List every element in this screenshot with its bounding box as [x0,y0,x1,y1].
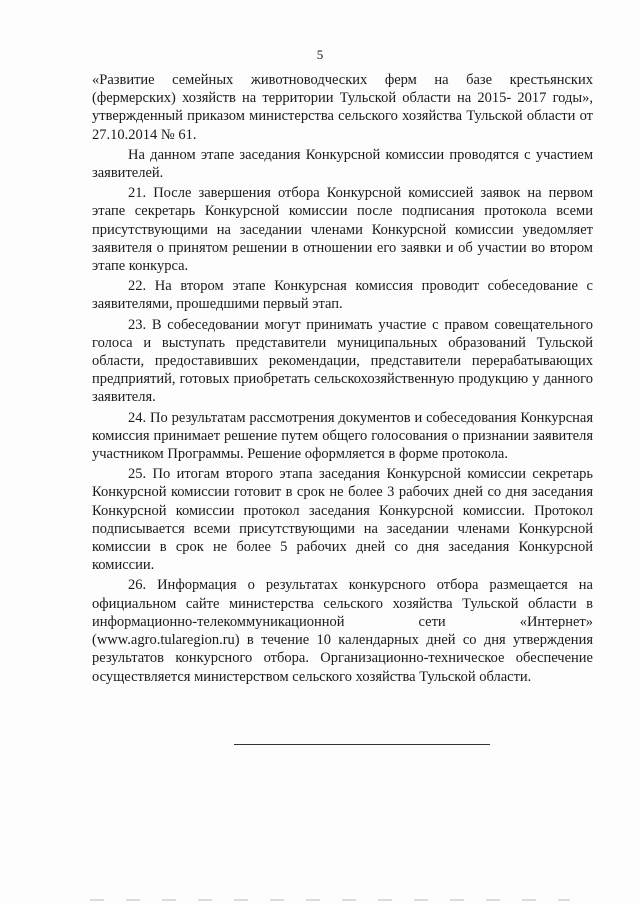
paragraph-program-title: «Развитие семейных животноводческих ферм на базе крестьянских (фермерских) хозяйств на территории Тульской области на 2015- 2017 годы», утвержденный приказом министерства сельского хозяйства Тульской области от 27.10.2014 № 61. [92,72,593,143]
paragraph-26: 26. Информация о результатах конкурсного отбора размещается на официальном сайте министерства сельского хозяйства Тульской области в информационно-телекоммуникационной сети «Интернет» (www.agro.tularegion.ru) в течение 10 календарных дней со дня утверждения результатов конкурсного отбора. Организационно-техническое обеспечение осуществляется министерством сельского хозяйства Тульской области. [92,577,593,685]
paragraph-22: 22. На втором этапе Конкурсная комиссия проводит собеседование с заявителями, прошедшими первый этап. [92,278,593,313]
paragraph-25: 25. По итогам второго этапа заседания Конкурсной комиссии секретарь Конкурсной комиссии готовит в срок не более 3 рабочих дней со дня заседания Конкурсной комиссии протокол заседания Конкурсной комиссии. Протокол подписывается всеми присутствующими на заседании членами Конкурсной комиссии в срок не более 5 рабочих дней со дня заседания Конкурсной комиссии. [92,466,593,574]
page-number: 5 [316,47,324,62]
paragraph-applicants-participation: На данном этапе заседания Конкурсной комиссии проводятся с участием заявителей. [92,146,593,182]
paragraph-21: 21. После завершения отбора Конкурсной комиссией заявок на первом этапе секретарь Конкурсной комиссии после подписания протокола всеми присутствующими на заседании членами Конкурсной комиссии уведомляет заявителя о принятом решении в отношении его заявки и об участии во втором этапе конкурса. [92,185,593,275]
paragraph-23: 23. В собеседовании могут принимать участие с правом совещательного голоса и выступать представители муниципальных образований Тульской области, предоставивших рекомендации, представители перерабатывающих предприятий, готовых приобретать сельскохозяйственную продукцию у данного заявителя. [92,316,593,406]
paragraph-24: 24. По результатам рассмотрения документов и собеседования Конкурсная комиссия принимает решение путем общего голосования о признании заявителя участником Программы. Решение оформляется в форме протокола. [92,409,593,463]
document-body [92,71,593,688]
end-divider-line [234,744,490,745]
scan-artifact-edge [90,899,570,901]
